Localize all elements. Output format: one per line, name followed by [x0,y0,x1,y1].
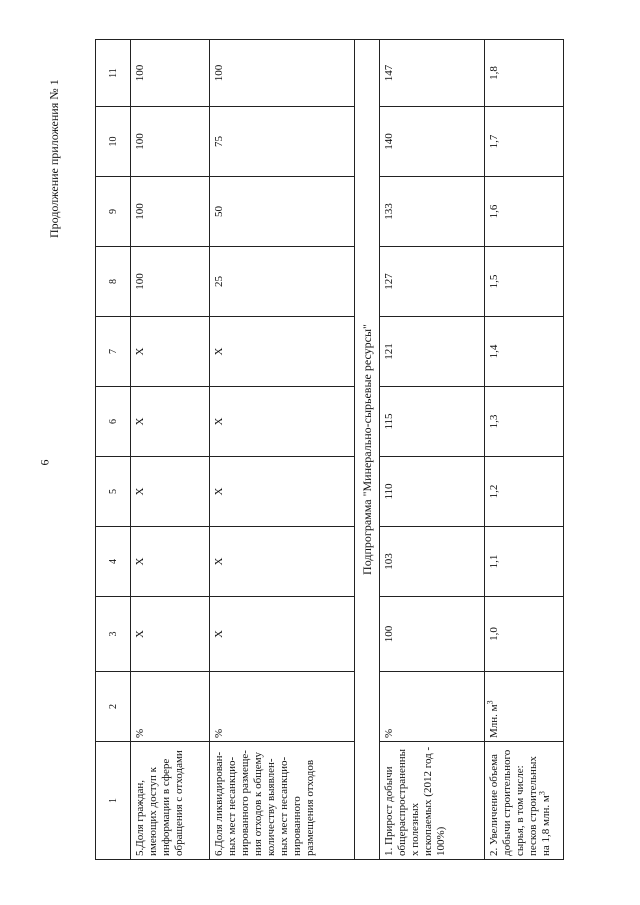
value-cell: 25 [210,247,355,317]
value-cell: X [131,387,210,457]
header-cell: 1 [96,742,131,860]
indicator-name-text: 2. Увеличение объема добычи строительного сырья, в том числе: песков строительных на 1,8 млн. м [488,749,552,856]
header-row [96,40,131,860]
value-cell: 1,7 [485,107,564,177]
table-row [380,40,485,860]
indicator-name: 6.Доля ликвидирован-ных мест несанкцио-нированного размеще-ния отходов к общему количеству выявлен-ных мест несанкцио-нированного размещения отходов [210,742,355,860]
subprogram-title: Подпрограмма "Минерально-сырьевые ресурсы" [355,40,380,860]
value-cell: X [210,597,355,672]
superscript: 3 [485,700,495,705]
indicator-name: 5.Доля граждан, имеющих доступ к информации в сфере обращения с отходами [131,742,210,860]
value-cell: X [210,457,355,527]
value-cell: 1,3 [485,387,564,457]
header-cell: 3 [96,597,131,672]
value-cell: 1,2 [485,457,564,527]
header-cell: 11 [96,40,131,107]
annex-title: Продолжение приложения № 1 [47,79,61,238]
table-wrapper [95,50,555,860]
value-cell: X [131,527,210,597]
value-cell: 1,0 [485,597,564,672]
value-cell: 50 [210,177,355,247]
unit-cell: % [380,672,485,742]
value-cell: 110 [380,457,485,527]
table-row [131,40,210,860]
value-cell: 1,1 [485,527,564,597]
value-cell: X [131,457,210,527]
value-cell: X [131,597,210,672]
unit-text: Млн. м [488,704,500,738]
unit-cell [485,672,564,742]
header-cell: 6 [96,387,131,457]
table-row [210,40,355,860]
value-cell: 75 [210,107,355,177]
value-cell: 103 [380,527,485,597]
page-number: 6 [37,459,52,466]
value-cell: 1,8 [485,40,564,107]
value-cell: 133 [380,177,485,247]
header-cell: 4 [96,527,131,597]
value-cell: 100 [131,177,210,247]
indicator-name: 1. Прирост добычи общераспространенны х полезных ископаемых (2012 год - 100%) [380,742,485,860]
subprogram-row [355,40,380,860]
header-cell: 5 [96,457,131,527]
value-cell: 1,5 [485,247,564,317]
header-cell: 8 [96,247,131,317]
value-cell: X [210,317,355,387]
value-cell: 121 [380,317,485,387]
header-cell: 7 [96,317,131,387]
value-cell: X [210,387,355,457]
unit-cell: % [131,672,210,742]
value-cell: 147 [380,40,485,107]
value-cell: 100 [131,247,210,317]
table-row [485,40,564,860]
value-cell: 100 [210,40,355,107]
value-cell: 1,4 [485,317,564,387]
unit-cell: % [210,672,355,742]
value-cell: 1,6 [485,177,564,247]
header-cell: 2 [96,672,131,742]
value-cell: 127 [380,247,485,317]
indicators-table [95,39,564,860]
value-cell: 115 [380,387,485,457]
value-cell: X [210,527,355,597]
header-cell: 9 [96,177,131,247]
value-cell: 100 [380,597,485,672]
value-cell: X [131,317,210,387]
value-cell: 100 [131,107,210,177]
header-cell: 10 [96,107,131,177]
value-cell: 140 [380,107,485,177]
value-cell: 100 [131,40,210,107]
superscript: 3 [537,791,547,796]
indicator-name [485,742,564,860]
